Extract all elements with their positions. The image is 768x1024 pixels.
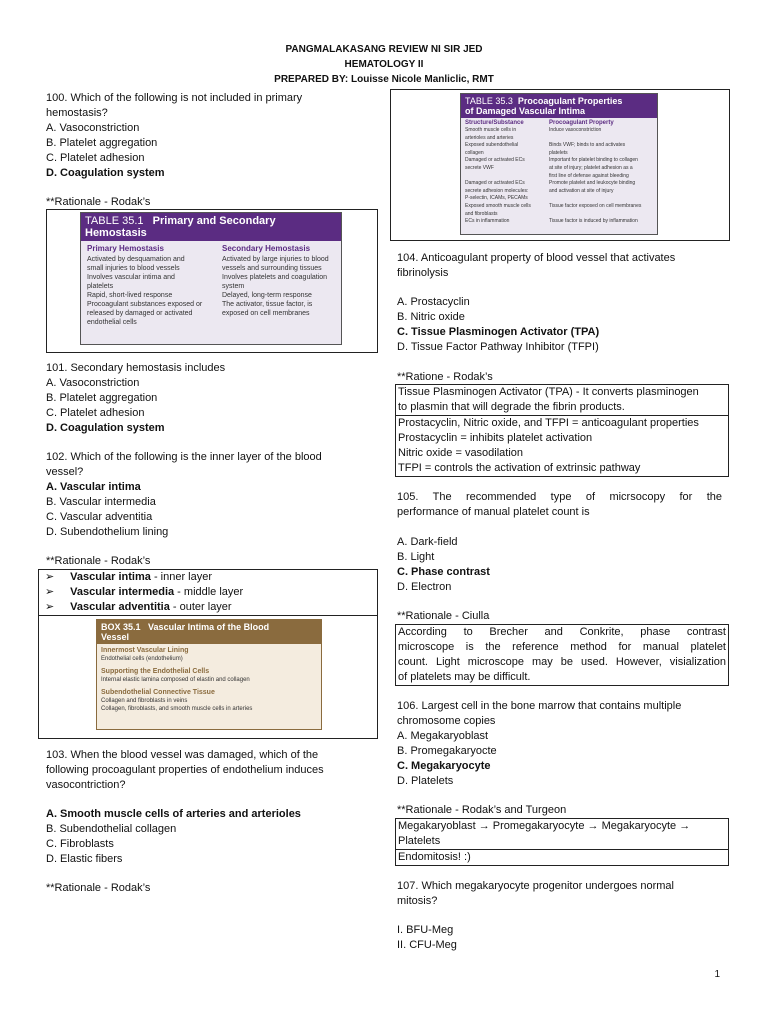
q104-options bbox=[397, 295, 722, 355]
bullet-item bbox=[39, 600, 377, 615]
table-cell: released by damaged or activated bbox=[87, 310, 193, 317]
box-35-1 bbox=[96, 619, 322, 730]
q105-rationale-box bbox=[395, 624, 729, 686]
table-row bbox=[465, 211, 653, 219]
bullet-desc: - middle layer bbox=[174, 586, 244, 598]
q106-option-b: B. Promegakaryocte bbox=[397, 745, 497, 757]
table-row bbox=[465, 218, 653, 226]
table-35-3-title-1: Procoagulant Properties bbox=[517, 96, 623, 106]
q104-option-c-answer: C. Tissue Plasminogen Activator (TPA) bbox=[397, 326, 600, 338]
q105-option-d: D. Electron bbox=[397, 581, 452, 593]
table-35-3-rows bbox=[461, 126, 657, 226]
table-row bbox=[87, 309, 335, 318]
question-105 bbox=[397, 490, 722, 520]
q100-option-c: C. Platelet adhesion bbox=[46, 152, 145, 164]
table-cell: system bbox=[222, 283, 245, 290]
table-cell: first line of defense against bleeding bbox=[549, 172, 629, 179]
table-cell: P-selectin, ICAMs, PECAMs bbox=[465, 195, 528, 202]
table-row bbox=[87, 300, 335, 309]
arrow-bullet-icon: ➢ bbox=[45, 586, 55, 598]
q107-stem-2: mitosis? bbox=[397, 895, 438, 907]
box-35-1-number: BOX 35.1 bbox=[101, 622, 141, 632]
q103-stem-2: following procoagulant properties of endothelium induces bbox=[46, 764, 324, 776]
table-35-1-rows bbox=[81, 253, 341, 327]
bullet-desc: - outer layer bbox=[169, 601, 232, 613]
table-35-1-col-primary: Primary Hemostasis bbox=[87, 244, 164, 253]
q107-option-i: I. BFU-Meg bbox=[397, 924, 454, 936]
table-cell: platelets bbox=[87, 283, 114, 290]
question-102 bbox=[46, 450, 386, 540]
table-cell: and fibroblasts bbox=[465, 210, 498, 217]
q105-box-line-4: of platelets may be difficult. bbox=[398, 671, 531, 683]
table-cell bbox=[465, 173, 549, 181]
bullet-desc: - inner layer bbox=[150, 571, 213, 583]
q105-stem-1: 105. The recommended type of micrsocopy for the bbox=[397, 491, 722, 503]
table-cell: Exposed subendothelial bbox=[465, 142, 519, 149]
question-100 bbox=[46, 91, 386, 181]
q102-option-a-answer: A. Vascular intima bbox=[46, 481, 141, 493]
table-cell: arterioles and arteries bbox=[465, 134, 514, 141]
table-row bbox=[465, 157, 653, 165]
table-row bbox=[465, 165, 653, 173]
question-101 bbox=[46, 361, 386, 436]
q100-option-b: B. Platelet aggregation bbox=[46, 137, 158, 149]
table-cell: Important for platelet binding to collagen bbox=[549, 157, 638, 164]
q106-rationale-box bbox=[395, 818, 729, 866]
q102-option-d: D. Subendothelium lining bbox=[46, 526, 169, 538]
arrow-bullet-icon: ➢ bbox=[45, 601, 55, 613]
table-row bbox=[87, 318, 335, 327]
q102-stem-1: 102. Which of the following is the inner layer of the blood bbox=[46, 451, 322, 463]
q103-stem-1: 103. When the blood vessel was damaged, which of the bbox=[46, 749, 319, 761]
q101-option-d-answer: D. Coagulation system bbox=[46, 422, 165, 434]
table-cell: and activation at site of injury bbox=[549, 187, 614, 194]
table-cell: The activator, tissue factor, is bbox=[222, 301, 313, 308]
q106-option-a: A. Megakaryoblast bbox=[397, 730, 489, 742]
q104-box-line-1: Tissue Plasminogen Activator (TPA) - It converts plasminogen bbox=[398, 386, 699, 398]
table-cell: Tissue factor is induced by inflammation bbox=[549, 218, 638, 225]
q104-box-line-4: Prostacyclin = inhibits platelet activation bbox=[398, 432, 593, 444]
q105-rationale: **Rationale - Ciulla bbox=[397, 610, 490, 622]
table-cell: Procoagulant substances exposed or bbox=[87, 301, 203, 308]
table-cell: Rapid, short-lived response bbox=[87, 292, 173, 299]
table-cell: Delayed, long-term response bbox=[222, 292, 312, 299]
q100-rationale: **Rationale - Rodak’s bbox=[46, 196, 151, 208]
q106-box-line-2: Platelets bbox=[398, 835, 441, 847]
q103-option-c: C. Fibroblasts bbox=[46, 838, 114, 850]
table-35-1-number: TABLE 35.1 bbox=[85, 215, 144, 227]
question-106 bbox=[397, 699, 722, 789]
box-35-1-section-2-desc: Internal elastic lamina composed of elastin and collagen bbox=[101, 677, 250, 683]
table-row bbox=[465, 188, 653, 196]
table-cell: collagen bbox=[465, 149, 484, 156]
q103-option-a-answer: A. Smooth muscle cells of arteries and arterioles bbox=[46, 808, 301, 820]
q103-option-b: B. Subendothelial collagen bbox=[46, 823, 177, 835]
q104-option-d: D. Tissue Factor Pathway Inhibitor (TFPI) bbox=[397, 341, 599, 353]
q104-rationale-box bbox=[395, 384, 729, 477]
table-cell: Involves vascular intima and bbox=[87, 274, 175, 281]
header-line-2: HEMATOLOGY II bbox=[344, 59, 424, 70]
table-row bbox=[87, 273, 335, 282]
box-35-1-title-1: Vascular Intima of the Blood bbox=[148, 622, 270, 632]
table-cell: Involves platelets and coagulation bbox=[222, 274, 328, 281]
table-cell: secrete adhesion molecules: bbox=[465, 187, 529, 194]
table-cell: Induce vasoconstriction bbox=[549, 127, 602, 133]
table-cell: small injuries to blood vessels bbox=[87, 265, 180, 272]
q102-stem-2: vessel? bbox=[46, 466, 84, 478]
bullet-term: Vascular intima bbox=[70, 571, 151, 583]
q106-box-line-3: Endomitosis! :) bbox=[398, 851, 471, 863]
q106-stem-2: chromosome copies bbox=[397, 715, 496, 727]
q100-option-d-answer: D. Coagulation system bbox=[46, 167, 165, 179]
bullet-term: Vascular intermedia bbox=[70, 586, 175, 598]
q104-box-line-6: TFPI = controls the activation of extrinsic pathway bbox=[398, 462, 641, 474]
question-107 bbox=[397, 879, 722, 909]
q100-stem-1: 100. Which of the following is not included in primary bbox=[46, 92, 303, 104]
header-line-3: PREPARED BY: Louisse Nicole Manliclic, RMT bbox=[274, 74, 494, 85]
header-line-1: PANGMALAKASANG REVIEW NI SIR JED bbox=[285, 44, 483, 55]
table-row bbox=[465, 142, 653, 150]
table-35-1-col-secondary: Secondary Hemostasis bbox=[222, 244, 311, 253]
q105-option-b: B. Light bbox=[397, 551, 435, 563]
box-35-1-section-2: Supporting the Endothelial Cells bbox=[101, 668, 210, 675]
q106-option-d: D. Platelets bbox=[397, 775, 454, 787]
table-row bbox=[465, 150, 653, 158]
table-cell: secrete VWF bbox=[465, 164, 494, 171]
q105-option-c-answer: C. Phase contrast bbox=[397, 566, 490, 578]
q103-options bbox=[46, 807, 386, 867]
table-row bbox=[465, 127, 653, 135]
q105-option-a: A. Dark-field bbox=[397, 536, 458, 548]
table-cell: ECs in inflammation bbox=[465, 218, 510, 225]
table-cell: endothelial cells bbox=[87, 319, 137, 326]
q104-box-line-3: Prostacyclin, Nitric oxide, and TFPI = anticoagulant properties bbox=[398, 417, 699, 429]
box-35-1-section-3-desc-2: Collagen, fibroblasts, and smooth muscle cells in arteries bbox=[101, 706, 253, 712]
table-35-3-col-structure: Structure/Substance bbox=[465, 120, 524, 126]
table-row bbox=[465, 173, 653, 181]
table-row bbox=[465, 135, 653, 143]
table-cell: Activated by large injuries to blood bbox=[222, 256, 329, 263]
q107-options bbox=[397, 923, 722, 953]
table-cell: at site of injury; platelet adhesion as a bbox=[549, 164, 633, 171]
q102-bullet-box bbox=[38, 569, 378, 616]
bullet-item bbox=[39, 585, 377, 600]
q102-option-c: C. Vascular adventitia bbox=[46, 511, 153, 523]
q104-option-a: A. Prostacyclin bbox=[397, 296, 470, 308]
box-35-1-section-1-desc: Endothelial cells (endothelium) bbox=[101, 656, 183, 662]
table-cell: Promote platelet and leukocyte binding bbox=[549, 180, 636, 187]
q105-box-line-3: count. Light microscope may be used. However, visialization bbox=[398, 656, 726, 668]
table-row bbox=[87, 264, 335, 273]
q104-rationale: **Ratione - Rodak’s bbox=[397, 371, 493, 383]
box-35-1-section-3: Subendothelial Connective Tissue bbox=[101, 689, 215, 696]
table-cell: Activated by desquamation and bbox=[87, 256, 185, 263]
q100-stem-2: hemostasis? bbox=[46, 107, 108, 119]
table-row bbox=[465, 180, 653, 188]
box-35-1-section-1: Innermost Vascular Lining bbox=[101, 647, 189, 654]
q105-box-line-2: microscope is the reference method for manual platelet bbox=[398, 641, 726, 653]
q104-box-line-5: Nitric oxide = vasodilation bbox=[398, 447, 524, 459]
q101-stem: 101. Secondary hemostasis includes bbox=[46, 362, 226, 374]
table-row bbox=[465, 203, 653, 211]
bullet-item bbox=[39, 570, 377, 585]
table-35-1 bbox=[80, 212, 342, 345]
q105-stem-2: performance of manual platelet count is bbox=[397, 506, 590, 518]
q103-rationale: **Rationale - Rodak’s bbox=[46, 882, 151, 894]
question-104 bbox=[397, 251, 722, 281]
table-35-3-col-property: Procoagulant Property bbox=[549, 120, 614, 126]
q106-rationale: **Rationale - Rodak’s and Turgeon bbox=[397, 804, 567, 816]
table-cell: Damaged or activated ECs bbox=[465, 157, 525, 164]
q101-option-b: B. Platelet aggregation bbox=[46, 392, 158, 404]
q101-option-a: A. Vasoconstriction bbox=[46, 377, 140, 389]
table-35-3 bbox=[460, 93, 658, 235]
box-35-1-section-3-desc-1: Collagen and fibroblasts in veins bbox=[101, 698, 188, 704]
table-35-1-title-1: Primary and Secondary bbox=[152, 215, 276, 227]
table-row bbox=[465, 195, 653, 203]
q100-option-a: A. Vasoconstriction bbox=[46, 122, 140, 134]
table-cell: exposed on cell membranes bbox=[222, 310, 310, 317]
q104-box-line-2: to plasmin that will degrade the fibrin products. bbox=[398, 401, 625, 413]
q106-stem-1: 106. Largest cell in the bone marrow that contains multiple bbox=[397, 700, 682, 712]
table-cell: Tissue factor exposed on cell membranes bbox=[549, 202, 642, 209]
q107-stem-1: 107. Which megakaryocyte progenitor undergoes normal bbox=[397, 880, 674, 892]
q102-rationale: **Rationale - Rodak’s bbox=[46, 555, 151, 567]
table-cell: vessels and surrounding tissues bbox=[222, 265, 322, 272]
q105-box-line-1: According to Brecher and Conkrite, phase contrast bbox=[398, 626, 726, 638]
page-number: 1 bbox=[714, 969, 720, 980]
question-103 bbox=[46, 748, 386, 793]
q107-option-ii: II. CFU-Meg bbox=[397, 939, 457, 951]
table-cell: platelets bbox=[549, 149, 568, 156]
table-row bbox=[87, 291, 335, 300]
table-row bbox=[87, 255, 335, 264]
table-35-3-title-2: of Damaged Vascular Intima bbox=[465, 106, 586, 116]
table-cell: Exposed smooth muscle cells bbox=[465, 202, 531, 209]
q105-options bbox=[397, 535, 722, 595]
q106-option-c-answer: C. Megakaryocyte bbox=[397, 760, 491, 772]
q104-option-b: B. Nitric oxide bbox=[397, 311, 465, 323]
q106-box-line-1: Megakaryoblast → Promegakaryocyte → Megakaryocyte → bbox=[398, 820, 691, 832]
table-cell: Binds VWF; binds to and activates bbox=[549, 142, 626, 149]
q104-stem-2: fibrinolysis bbox=[397, 267, 449, 279]
box-35-1-title-2: Vessel bbox=[101, 632, 130, 642]
table-cell: Damaged or activated ECs bbox=[465, 180, 525, 187]
q103-stem-3: vasocontriction? bbox=[46, 779, 126, 791]
table-cell: Smooth muscle cells in bbox=[465, 127, 517, 133]
table-35-3-number: TABLE 35.3 bbox=[465, 96, 513, 106]
arrow-bullet-icon: ➢ bbox=[45, 571, 55, 583]
table-row bbox=[87, 282, 335, 291]
bullet-term: Vascular adventitia bbox=[70, 601, 170, 613]
table-35-1-title-2: Hemostasis bbox=[85, 227, 147, 239]
q104-stem-1: 104. Anticoagulant property of blood vessel that activates bbox=[397, 252, 676, 264]
q103-option-d: D. Elastic fibers bbox=[46, 853, 123, 865]
q102-option-b: B. Vascular intermedia bbox=[46, 496, 156, 508]
q101-option-c: C. Platelet adhesion bbox=[46, 407, 145, 419]
